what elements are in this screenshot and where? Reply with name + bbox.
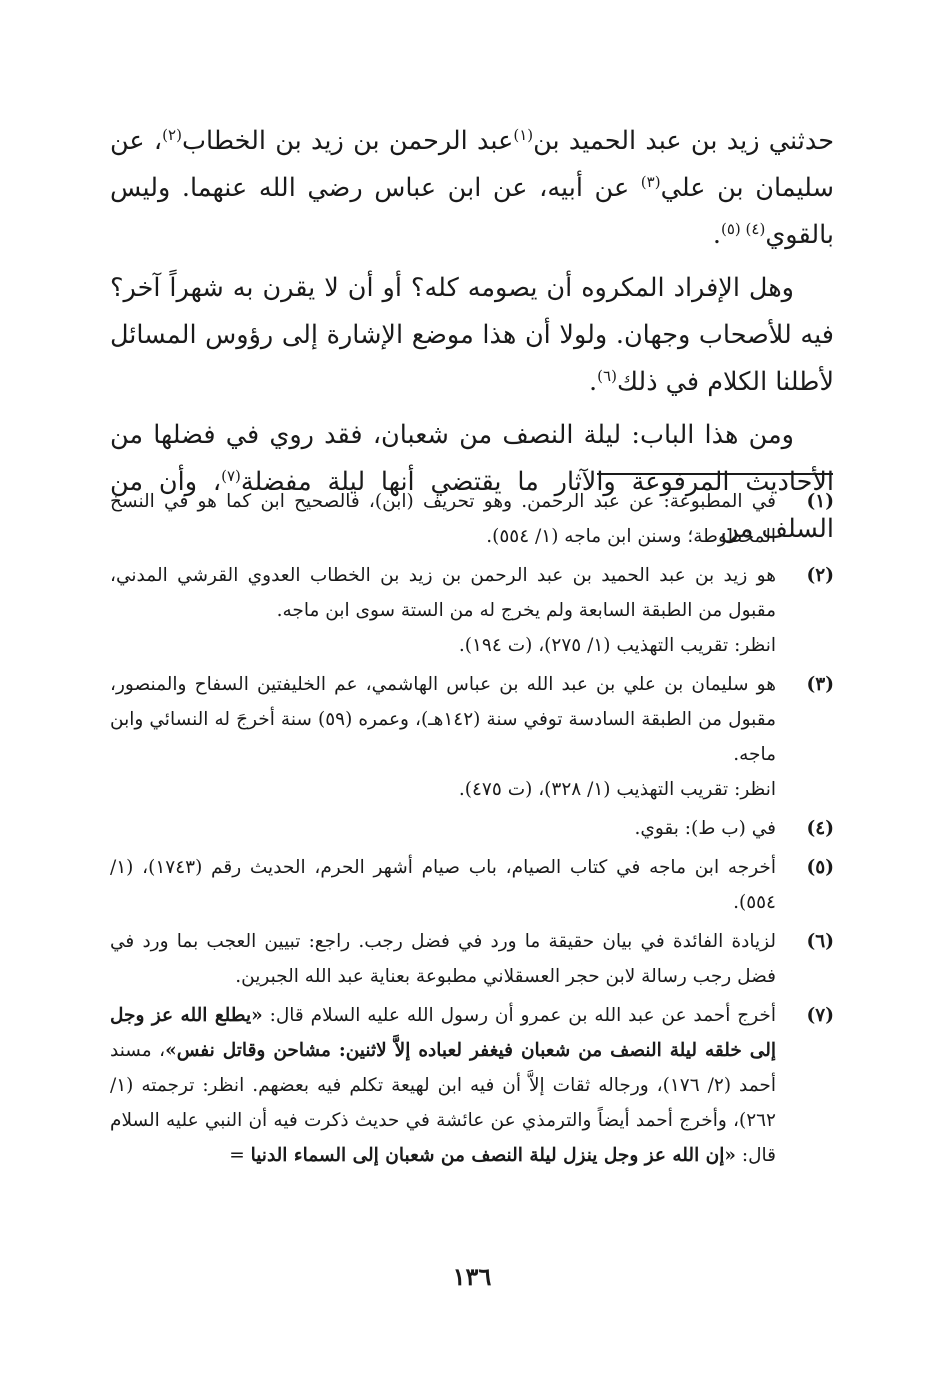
footnote-5 [110,850,834,920]
footnote-marker-1[interactable]: (١) [513,126,534,144]
footnote-6 [110,924,834,994]
footnote-4 [110,811,834,846]
hadith-quote: «إن الله عز وجل ينزل ليلة النصف من شعبان إلى السماء الدنيا [250,1145,736,1166]
paragraph-1: حدثني زيد بن عبد الحميد بن$^{(١)}$عبد الرحمن بن زيد بن الخطاب$^{(٢)}$، عن سليمان بن علي$^{(٣)}$ عن أبيه، عن ابن عباس رضي الله عنهما. وليس بالقوي$^{(٤)}$ $^{(٥)}$. [110,126,835,250]
footnote-number: (١) [806,491,834,512]
footnote-number: (٢) [806,565,834,586]
footnotes [110,484,834,1177]
footnote-3 [110,667,834,807]
footnote-separator [597,473,833,475]
footnote-text: هو سليمان بن علي بن عبد الله بن عباس الهاشمي، عم الخليفتين السفاح والمنصور، مقبول من الطبقة السادسة توفي سنة (١٤٢هـ)، وعمره (٥٩) سنة أخرجَ له النسائي وابن ماجه. [110,674,776,765]
footnote-marker-4[interactable]: (٤) [745,220,766,238]
footnote-text: في المطبوعة: عن عبد الرحمن. وهو تحريف (ابن)، فالصحيح ابن كما هو في النسخ المخطوطة؛ وسنن ابن ماجه (١/ ٥٥٤). [110,491,776,547]
footnote-marker-2[interactable]: (٢) [162,126,182,144]
footnote-number: (٣) [806,674,834,695]
footnote-marker-6[interactable]: (٦) [597,367,617,385]
footnote-7: (٧) أخرج أحمد عن عبد الله بن عمرو أن رسول الله عليه السلام قال: «يطلع الله عز وجل إلى خلقه ليلة النصف من شعبان فيغفر لعباده إلاَّ لاثنين: مشاحن وقاتل نفس»، مسند أحمد (٢/ ١٧٦)، ورجاله ثقات إلاَّ أن فيه ابن لهيعة تكلم فيه بعضهم. انظر: ترجمته (١/ ٢٦٢)، وأخرج أحمد أيضاً والترمذي عن عائشة في حديث ذكرت فيه أن النبي عليه السلام قال: «إن الله عز وجل ينزل ليلة النصف من شعبان إلى السماء الدنيا = [110,998,834,1173]
footnote-marker-7[interactable]: (٧) [221,467,241,485]
footnote-2 [110,558,834,663]
footnote-text: لزيادة الفائدة في بيان حقيقة ما ورد في فضل رجب. راجع: تبيين العجب بما ورد في فضل رجب رسالة لابن حجر العسقلاني مطبوعة بعناية عبد الله الجبرين. [110,931,776,987]
footnote-reference: انظر: تقريب التهذيب (١/ ٣٢٨)، (ت ٤٧٥). [458,779,776,800]
footnote-number: (٤) [806,818,834,839]
hadith-quote: «يطلع الله عز وجل إلى خلقه ليلة النصف من شعبان فيغفر لعباده إلاَّ لاثنين: مشاحن وقاتل نفس» [110,1005,776,1061]
footnote-1 [110,484,834,554]
footnote-reference: انظر: تقريب التهذيب (١/ ٢٧٥)، (ت ١٩٤). [458,635,776,656]
footnote-text: هو زيد بن عبد الحميد بن عبد الرحمن بن زيد بن الخطاب العدوي القرشي المدني، مقبول من الطبقة السابعة ولم يخرج له من الستة سوى ابن ماجه. [110,565,776,621]
footnote-number: (٧) [806,1005,834,1026]
paragraph-2: وهل الإفراد المكروه أن يصومه كله؟ أو أن لا يقرن به شهراً آخر؟ فيه للأصحاب وجهان. ولولا أن هذا موضع الإشارة إلى رؤوس المسائل لأطلنا الكلام في ذلك$^{(٦)}$. [110,273,834,397]
footnote-number: (٦) [806,931,834,952]
footnote-text: في (ب ط): بقوي. [634,818,776,839]
page-number: ١٣٦ [452,1262,492,1291]
paragraph-3: ومن هذا الباب: ليلة النصف من شعبان، فقد روي في فضلها من الأحاديث المرفوعة والآثار ما يقتضي أنها ليلة مفضلة$^{(٧)}$، وأن من السلف من [110,420,834,544]
footnote-marker-5[interactable]: (٥) [721,220,746,238]
footnote-text: أخرجه ابن ماجه في كتاب الصيام، باب صيام أشهر الحرم، الحديث رقم (١٧٤٣)، (١/ ٥٥٤). [110,857,776,913]
footnote-number: (٥) [806,857,834,878]
footnote-marker-3[interactable]: (٣) [640,173,661,191]
